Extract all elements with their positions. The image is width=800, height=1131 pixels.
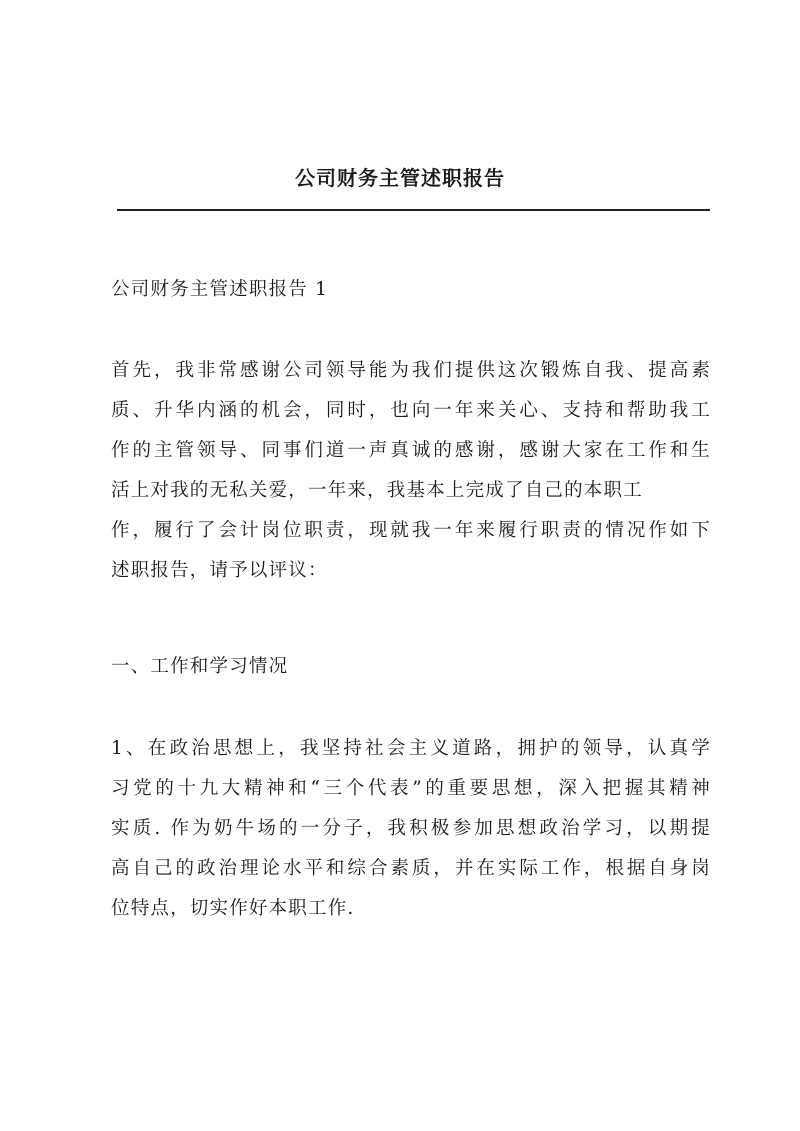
paragraph-line: 作，履行了会计岗位职责，现就我一年来履行职责的情况作如下 (111, 520, 711, 541)
paragraph-line: 实质. 作为奶牛场的一分子，我积极参加思想政治学习，以期提 (111, 818, 711, 839)
paragraph-line: 首先，我非常感谢公司领导能为我们提供这次锻炼自我、提高素 (111, 360, 711, 381)
paragraph-line: 1、在政治思想上，我坚持社会主义道路，拥护的领导，认真学 (111, 738, 711, 759)
paragraph-line: 述职报告，请予以评议： (111, 560, 328, 581)
title-divider (117, 209, 710, 211)
paragraph-line: 位特点，切实作好本职工作. (111, 898, 355, 919)
paragraph-intro (111, 351, 711, 591)
document-title: 公司财务主管述职报告 (295, 166, 505, 190)
subtitle-line: 公司财务主管述职报告 1 (111, 279, 329, 300)
paragraph-line: 习党的十九大精神和“三个代表”的重要思想，深入把握其精神 (111, 778, 711, 799)
paragraph-line: 作的主管领导、同事们道一声真诚的感谢，感谢大家在工作和生 (111, 440, 711, 461)
paragraph-line: 活上对我的无私关爱，一年来，我基本上完成了自己的本职工 (111, 480, 643, 501)
paragraph-line: 高自己的政治理论水平和综合素质，并在实际工作，根据自身岗 (111, 858, 711, 879)
paragraph-political (111, 729, 711, 929)
paragraph-line: 质、升华内涵的机会，同时，也向一年来关心、支持和帮助我工 (111, 400, 711, 421)
report-subtitle (111, 270, 711, 310)
section-heading (111, 647, 711, 687)
section-heading-text: 一、工作和学习情况 (111, 656, 289, 677)
